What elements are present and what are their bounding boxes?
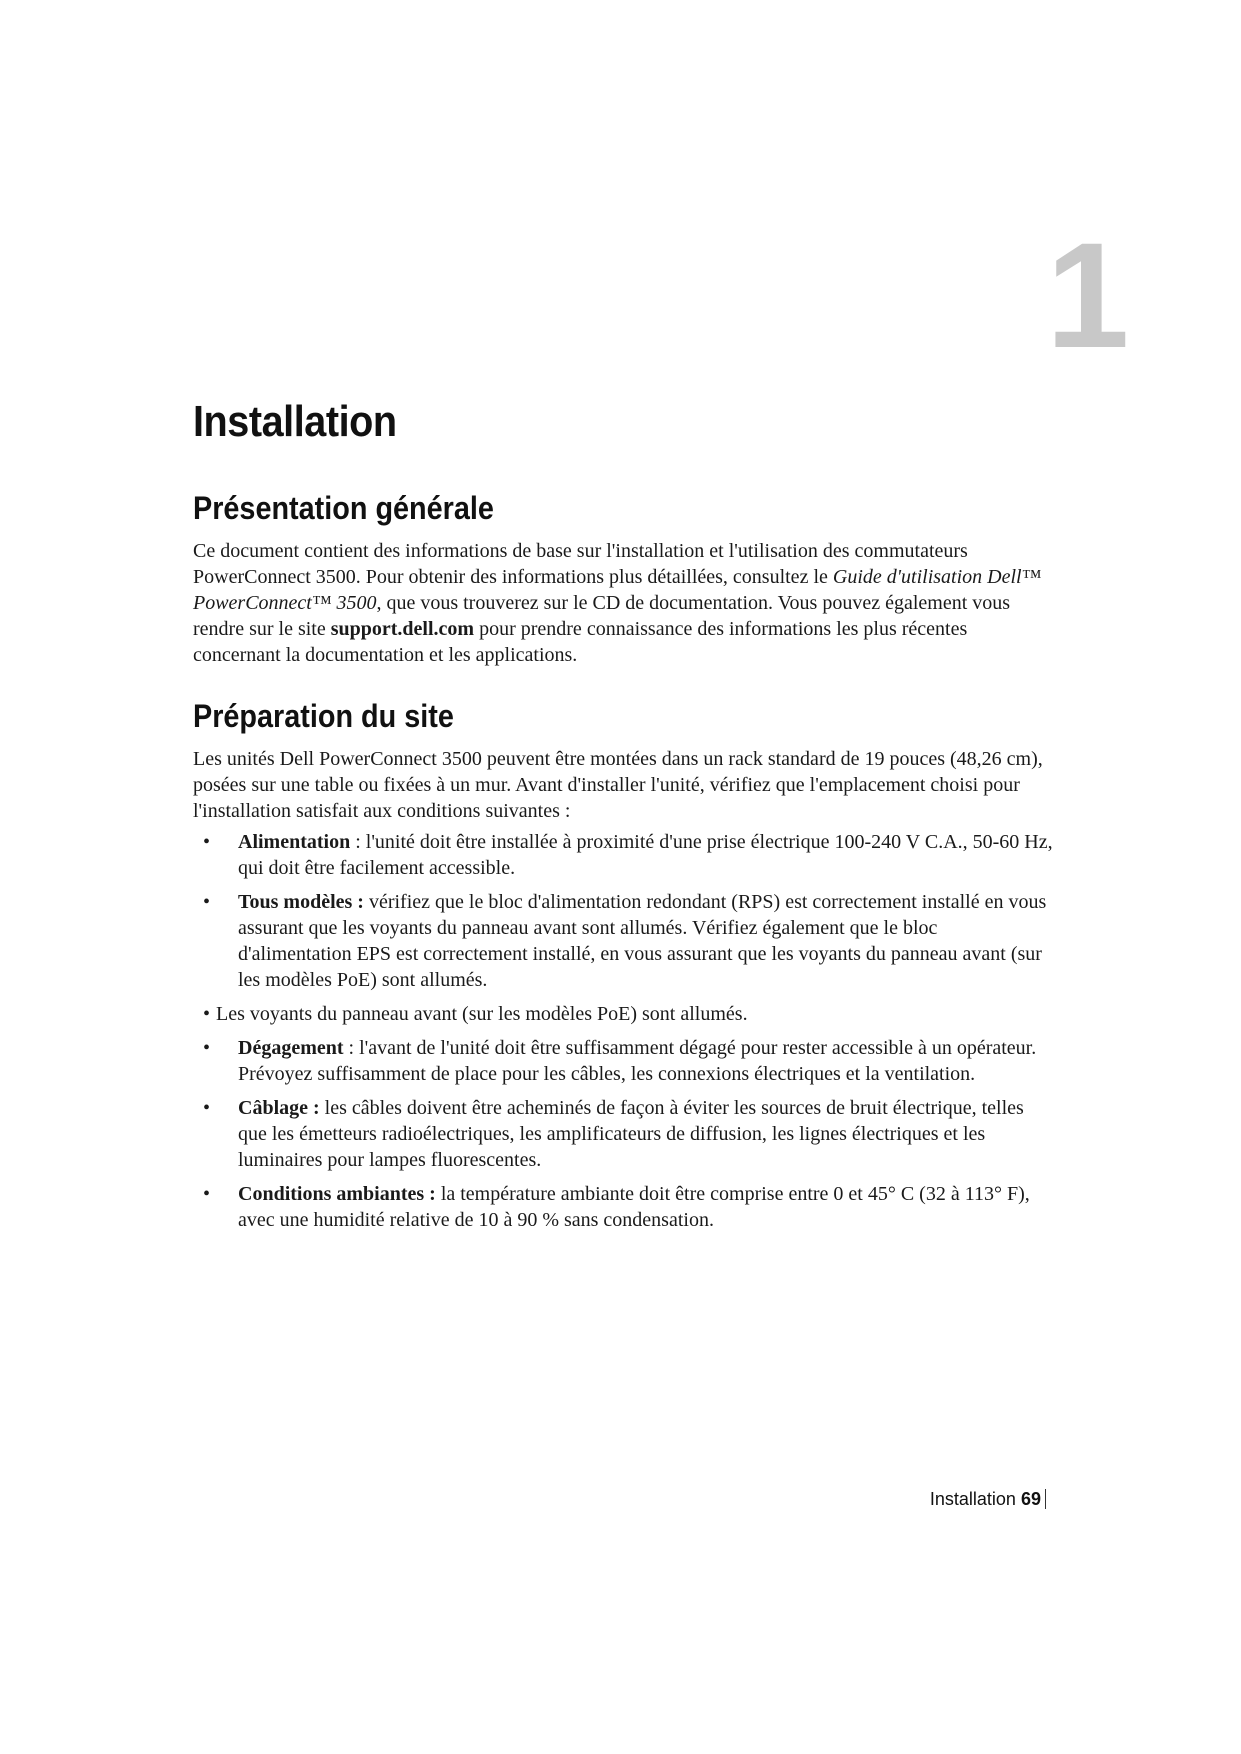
footer-label: Installation (929, 1489, 1016, 1509)
item-label: Dégagement (238, 1037, 344, 1059)
support-link[interactable]: support.dell.com (330, 618, 475, 640)
item-label: Câblage : (238, 1097, 320, 1119)
item-label: Tous modèles : (238, 891, 364, 913)
page-number: 69 (1020, 1489, 1041, 1509)
site-prep-intro: Les unités Dell PowerConnect 3500 peuvent être montées dans un rack standard de 19 pouces (48,26 cm), posées sur une table ou fixées à un mur. Avant d'installer l'unité, vérifiez que l'emplacement choisi pour l'installation satisfait aux conditions suivantes : (193, 748, 1043, 822)
list-item-clearance (193, 1035, 1053, 1087)
overview-text-2: , que vous trouverez sur le CD de documentation. Vous pouvez également vous rendre sur le site (193, 592, 1011, 640)
list-item-leds (193, 1001, 1053, 1027)
bullet-dot: • (203, 891, 211, 913)
chapter-number: 1 (1046, 211, 1130, 379)
item-text: la température ambiante doit être comprise entre 0 et 45° C (32 à 113° F), avec une humidité relative de 10 à 90 % sans condensation. (238, 1183, 1030, 1231)
site-requirements-list (193, 829, 1053, 1241)
list-item-all-models (193, 889, 1053, 993)
bullet-dot: • (203, 1183, 211, 1205)
bullet-dot: • (203, 1037, 211, 1059)
item-text: : l'unité doit être installée à proximité d'une prise électrique 100-240 V C.A., 50-60 Hz, qui doit être facilement accessible. (238, 831, 1053, 879)
list-item-ambient (193, 1181, 1053, 1233)
overview-paragraph (193, 538, 1053, 668)
overview-text-3: pour prendre connaissance des informations les plus récentes concernant la documentation et les applications. (193, 618, 968, 666)
footer-divider (1045, 1489, 1046, 1509)
page-footer (900, 1488, 1046, 1510)
item-label: Conditions ambiantes : (238, 1183, 436, 1205)
page-title: Installation (193, 397, 397, 446)
bullet-dot: • (203, 1097, 211, 1119)
item-text: Les voyants du panneau avant (sur les modèles PoE) sont allumés. (216, 1003, 748, 1025)
bullet-dot: • (203, 831, 211, 853)
section-heading-site-prep: Préparation du site (193, 698, 454, 734)
bullet-dot: • (203, 1003, 211, 1025)
list-item-power (193, 829, 1053, 881)
list-item-cabling (193, 1095, 1053, 1173)
overview-text-1: Ce document contient des informations de base sur l'installation et l'utilisation des commutateurs PowerConnect 3500. Pour obtenir des informations plus détaillées, consultez le (193, 540, 968, 588)
item-text: les câbles doivent être acheminés de façon à éviter les sources de bruit électrique, telles que les émetteurs radioélectriques, les amplificateurs de diffusion, les lignes électriques et les luminaires pour lampes fluorescentes. (238, 1097, 1024, 1171)
section-heading-overview: Présentation générale (193, 490, 494, 526)
item-label: Alimentation (238, 831, 351, 853)
item-text: : l'avant de l'unité doit être suffisamment dégagé pour rester accessible à un opérateur. Prévoyez suffisamment de place pour les câbles, les connexions électriques et la ventilation. (238, 1037, 1037, 1085)
guide-title: Guide d'utilisation Dell™ PowerConnect™ 3500 (193, 566, 1042, 614)
item-text: vérifiez que le bloc d'alimentation redondant (RPS) est correctement installé en vous assurant que les voyants du panneau avant sont allumés. Vérifiez également que le bloc d'alimentation EPS est correctement installé, en vous assurant que les voyants du panneau avant (sur les modèles PoE) sont allumés. (238, 891, 1047, 991)
